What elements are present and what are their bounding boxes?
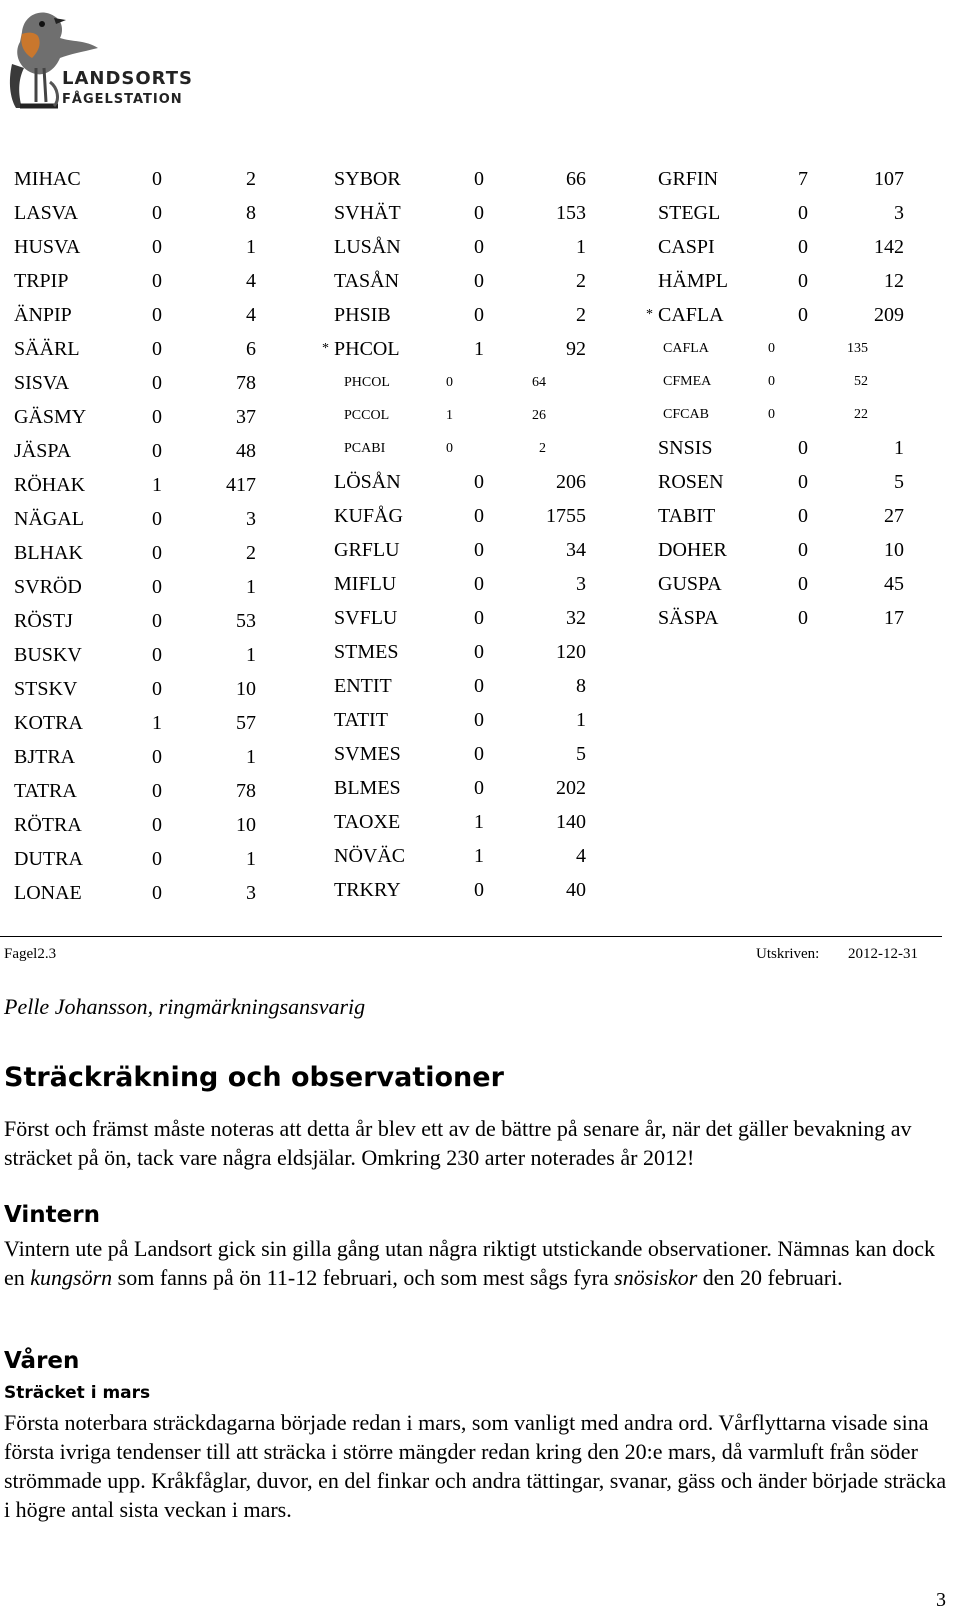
table-row	[320, 298, 586, 332]
count-b: 92	[566, 338, 586, 360]
count-a: 0	[152, 814, 162, 836]
table-row	[0, 366, 256, 400]
count-a: 0	[152, 304, 162, 326]
species-code: CAFLA	[663, 341, 709, 356]
count-a: 0	[446, 375, 453, 390]
count-a: 0	[474, 675, 484, 697]
table-row	[320, 703, 586, 737]
table-row	[0, 808, 256, 842]
species-code: SNSIS	[658, 437, 713, 459]
species-code: RÖSTJ	[14, 610, 73, 632]
count-a: 0	[152, 270, 162, 292]
count-a: 0	[152, 406, 162, 428]
table-row	[320, 635, 586, 669]
table-row	[644, 230, 904, 264]
table-row	[644, 398, 904, 431]
author-line: Pelle Johansson, ringmärkningsansvarig	[4, 994, 366, 1019]
count-a: 0	[798, 202, 808, 224]
count-b: 26	[532, 408, 546, 423]
species-code: BUSKV	[14, 644, 82, 666]
winter-text-2: som fanns på ön 11-12 februari, och som mest sågs fyra	[112, 1265, 615, 1290]
table-row	[0, 774, 256, 808]
species-code: PCABI	[344, 441, 386, 456]
count-b: 3	[246, 508, 256, 530]
species-code: BLHAK	[14, 542, 83, 564]
species-code: ROSEN	[658, 471, 724, 493]
species-code: MIFLU	[334, 573, 397, 595]
count-b: 78	[236, 780, 256, 802]
count-a: 0	[798, 539, 808, 561]
logo-text-line1: LANDSORTS	[62, 68, 193, 89]
count-b: 34	[566, 539, 586, 561]
count-a: 0	[152, 372, 162, 394]
count-a: 1	[474, 811, 484, 833]
count-a: 1	[474, 338, 484, 360]
count-a: 0	[152, 576, 162, 598]
species-code: CFMEA	[663, 374, 712, 389]
count-a: 0	[768, 341, 775, 356]
count-a: 0	[152, 338, 162, 360]
winter-heading: Vintern	[4, 1202, 100, 1228]
species-code: NÖVÄC	[334, 845, 406, 867]
table-row	[320, 366, 586, 399]
table-row	[644, 431, 904, 465]
count-b: 8	[246, 202, 256, 224]
species-code: TRKRY	[334, 879, 401, 901]
species-code: DOHER	[658, 539, 727, 561]
count-b: 2	[246, 542, 256, 564]
species-code: SVRÖD	[14, 576, 82, 598]
page-number: 3	[936, 1589, 946, 1611]
count-a: 0	[798, 236, 808, 258]
count-a: 0	[474, 777, 484, 799]
species-code: GRFIN	[658, 168, 719, 190]
species-code: GÄSMY	[14, 406, 87, 428]
count-a: 0	[798, 471, 808, 493]
footnote-marker: *	[322, 341, 329, 356]
count-a: 0	[152, 168, 162, 190]
count-b: 1	[576, 236, 586, 258]
table-row	[320, 771, 586, 805]
table-row	[0, 230, 256, 264]
table-row	[0, 842, 256, 876]
table-row	[320, 805, 586, 839]
count-b: 2	[246, 168, 256, 190]
winter-text-1: Vintern ute på Landsort gick sin gilla gång utan några riktigt utstickande observationer. Nämnas kan dock en	[4, 1236, 935, 1290]
count-a: 0	[474, 168, 484, 190]
count-a: 0	[798, 270, 808, 292]
count-a: 0	[152, 746, 162, 768]
count-b: 53	[236, 610, 256, 632]
species-code: LONAE	[14, 882, 82, 904]
count-b: 4	[246, 304, 256, 326]
species-code: CFCAB	[663, 407, 709, 422]
species-code: STSKV	[14, 678, 78, 700]
table-row	[320, 264, 586, 298]
count-a: 0	[474, 270, 484, 292]
count-a: 0	[474, 743, 484, 765]
count-b: 10	[236, 814, 256, 836]
species-code: ÄNPIP	[14, 304, 72, 326]
footer-printed-label: Utskriven:	[756, 946, 820, 962]
section-title: Sträckräkning och observationer	[4, 1062, 504, 1093]
species-code: LASVA	[14, 202, 79, 224]
count-b: 17	[884, 607, 904, 629]
table-row	[320, 567, 586, 601]
table-column	[320, 162, 586, 907]
count-b: 1	[246, 848, 256, 870]
table-row	[644, 332, 904, 365]
table-row	[320, 230, 586, 264]
table-row	[644, 264, 904, 298]
table-row	[644, 298, 904, 332]
count-b: 52	[854, 374, 868, 389]
count-b: 3	[894, 202, 904, 224]
table-row	[0, 672, 256, 706]
count-a: 1	[152, 712, 162, 734]
count-b: 22	[854, 407, 868, 422]
table-row	[0, 264, 256, 298]
species-code: JÄSPA	[14, 440, 72, 462]
count-b: 10	[236, 678, 256, 700]
count-b: 1	[246, 644, 256, 666]
count-b: 1	[246, 746, 256, 768]
count-b: 1	[576, 709, 586, 731]
table-row	[644, 601, 904, 635]
winter-emphasis-2: snösiskor	[614, 1265, 698, 1290]
count-a: 1	[474, 845, 484, 867]
count-a: 0	[474, 641, 484, 663]
count-b: 120	[556, 641, 586, 663]
count-b: 1	[894, 437, 904, 459]
winter-text-3: den 20 februari.	[697, 1265, 843, 1290]
count-a: 0	[474, 607, 484, 629]
count-b: 37	[236, 406, 256, 428]
count-b: 107	[874, 168, 904, 190]
count-a: 0	[474, 471, 484, 493]
species-code: BLMES	[334, 777, 401, 799]
species-code: TASÅN	[334, 270, 400, 292]
table-row	[0, 468, 256, 502]
count-b: 40	[566, 879, 586, 901]
count-b: 4	[246, 270, 256, 292]
count-a: 0	[474, 709, 484, 731]
count-b: 206	[556, 471, 586, 493]
count-b: 3	[246, 882, 256, 904]
spring-subheading: Sträcket i mars	[4, 1383, 151, 1403]
count-b: 27	[884, 505, 904, 527]
count-a: 0	[798, 607, 808, 629]
footer-printed-date: 2012-12-31	[848, 946, 918, 962]
species-code: TRPIP	[14, 270, 69, 292]
count-a: 7	[798, 168, 808, 190]
species-code: TABIT	[658, 505, 716, 527]
table-row	[644, 533, 904, 567]
count-b: 6	[246, 338, 256, 360]
count-a: 0	[798, 437, 808, 459]
count-b: 5	[894, 471, 904, 493]
table-row	[0, 536, 256, 570]
count-a: 0	[768, 374, 775, 389]
count-a: 0	[446, 441, 453, 456]
table-row	[320, 399, 586, 432]
species-code: TATIT	[334, 709, 388, 731]
count-b: 45	[884, 573, 904, 595]
species-code: DUTRA	[14, 848, 83, 870]
table-row	[0, 196, 256, 230]
table-row	[320, 196, 586, 230]
count-a: 0	[474, 573, 484, 595]
table-row	[644, 196, 904, 230]
winter-paragraph	[4, 1234, 954, 1292]
count-b: 1	[246, 576, 256, 598]
species-code: RÖHAK	[14, 474, 86, 496]
count-b: 57	[236, 712, 256, 734]
table-row	[644, 567, 904, 601]
table-row	[0, 604, 256, 638]
count-a: 0	[152, 780, 162, 802]
count-b: 153	[556, 202, 586, 224]
table-row	[320, 465, 586, 499]
species-code: SYBOR	[334, 168, 401, 190]
table-row	[320, 332, 586, 366]
count-a: 0	[474, 304, 484, 326]
species-code: STEGL	[658, 202, 721, 224]
species-code: BJTRA	[14, 746, 76, 768]
species-code: NÄGAL	[14, 508, 84, 530]
table-row	[0, 162, 256, 196]
count-b: 66	[566, 168, 586, 190]
table-column	[644, 162, 904, 635]
count-a: 0	[152, 202, 162, 224]
count-b: 140	[556, 811, 586, 833]
count-a: 0	[152, 610, 162, 632]
count-a: 0	[152, 644, 162, 666]
logo-text-line2: FÅGELSTATION	[62, 92, 183, 107]
species-code: HÄMPL	[658, 270, 729, 292]
footer-divider	[0, 936, 942, 937]
table-row	[0, 332, 256, 366]
count-b: 209	[874, 304, 904, 326]
count-a: 0	[152, 848, 162, 870]
species-code: CAFLA	[658, 304, 724, 326]
count-b: 32	[566, 607, 586, 629]
species-code: HUSVA	[14, 236, 81, 258]
count-b: 135	[847, 341, 868, 356]
species-code: SVHÄT	[334, 202, 401, 224]
count-b: 8	[576, 675, 586, 697]
count-a: 0	[474, 879, 484, 901]
count-b: 10	[884, 539, 904, 561]
table-row	[0, 876, 256, 910]
count-b: 417	[226, 474, 256, 496]
count-a: 0	[152, 508, 162, 530]
count-a: 0	[152, 678, 162, 700]
table-row	[320, 873, 586, 907]
species-code: MIHAC	[14, 168, 81, 190]
species-code: CASPI	[658, 236, 715, 258]
species-code: LÖSÅN	[334, 471, 401, 493]
species-code: GRFLU	[334, 539, 400, 561]
species-code: GUSPA	[658, 573, 722, 595]
count-b: 202	[556, 777, 586, 799]
count-b: 12	[884, 270, 904, 292]
table-row	[644, 162, 904, 196]
species-code: SVMES	[334, 743, 401, 765]
species-code: SÄSPA	[658, 607, 719, 629]
count-a: 0	[474, 539, 484, 561]
table-row	[644, 499, 904, 533]
landsorts-logo	[0, 0, 200, 118]
table-row	[320, 669, 586, 703]
count-a: 0	[798, 304, 808, 326]
footnote-marker: *	[646, 307, 653, 322]
species-code: PCCOL	[344, 408, 390, 423]
species-code: KOTRA	[14, 712, 83, 734]
species-code: SISVA	[14, 372, 70, 394]
count-a: 1	[152, 474, 162, 496]
species-code: PHCOL	[344, 375, 390, 390]
table-row	[0, 706, 256, 740]
species-code: PHSIB	[334, 304, 391, 326]
table-row	[0, 570, 256, 604]
table-row	[644, 465, 904, 499]
count-a: 0	[474, 202, 484, 224]
footer-file-label: Fagel2.3	[4, 946, 57, 962]
table-row	[0, 502, 256, 536]
count-b: 48	[236, 440, 256, 462]
count-a: 0	[152, 542, 162, 564]
count-b: 5	[576, 743, 586, 765]
count-a: 0	[474, 505, 484, 527]
table-row	[320, 432, 586, 465]
species-code: STMES	[334, 641, 399, 663]
species-code: KUFÅG	[334, 505, 403, 527]
species-code: RÖTRA	[14, 814, 82, 836]
count-b: 64	[532, 375, 546, 390]
count-b: 4	[576, 845, 586, 867]
table-row	[320, 162, 586, 196]
winter-emphasis-1: kungsörn	[30, 1265, 113, 1290]
species-code: PHCOL	[334, 338, 400, 360]
species-code: SÄÄRL	[14, 338, 80, 360]
count-b: 1	[246, 236, 256, 258]
spring-heading: Våren	[4, 1348, 80, 1374]
intro-paragraph: Först och främst måste noteras att detta år blev ett av de bättre på senare år, när det gäller bevakning av sträcket på ön, tack vare några eldsjälar. Omkring 230 arter noterades år 2012!	[4, 1116, 912, 1170]
spring-paragraph: Första noterbara sträckdagarna började redan i mars, som vanligt med andra ord. Vårflyttarna visade sina första ivriga tendenser till att sträcka i större mängder redan kring den 20:e mars, då varmluft från söder strömmade upp. Kråkfåglar, duvor, en del finkar och andra tättingar, svanar, gäss och änder började sträcka i högre antal sista veckan i mars.	[4, 1410, 947, 1522]
count-a: 1	[446, 408, 453, 423]
table-row	[320, 737, 586, 771]
count-b: 2	[576, 270, 586, 292]
count-a: 0	[798, 505, 808, 527]
species-code: SVFLU	[334, 607, 398, 629]
table-row	[320, 601, 586, 635]
table-row	[644, 365, 904, 398]
count-a: 0	[768, 407, 775, 422]
count-a: 0	[798, 573, 808, 595]
table-row	[0, 740, 256, 774]
table-row	[320, 839, 586, 873]
table-column	[0, 162, 256, 910]
species-code: TATRA	[14, 780, 77, 802]
count-b: 142	[874, 236, 904, 258]
count-b: 2	[576, 304, 586, 326]
count-a: 0	[152, 440, 162, 462]
count-a: 0	[474, 236, 484, 258]
count-a: 0	[152, 236, 162, 258]
count-a: 0	[152, 882, 162, 904]
species-code: ENTIT	[334, 675, 392, 697]
table-row	[0, 638, 256, 672]
species-code: TAOXE	[334, 811, 401, 833]
table-row	[320, 533, 586, 567]
count-b: 78	[236, 372, 256, 394]
table-row	[0, 400, 256, 434]
count-b: 2	[539, 441, 546, 456]
table-row	[0, 298, 256, 332]
species-code: LUSÅN	[334, 236, 401, 258]
count-b: 1755	[546, 505, 586, 527]
table-row	[320, 499, 586, 533]
table-row	[0, 434, 256, 468]
count-b: 3	[576, 573, 586, 595]
